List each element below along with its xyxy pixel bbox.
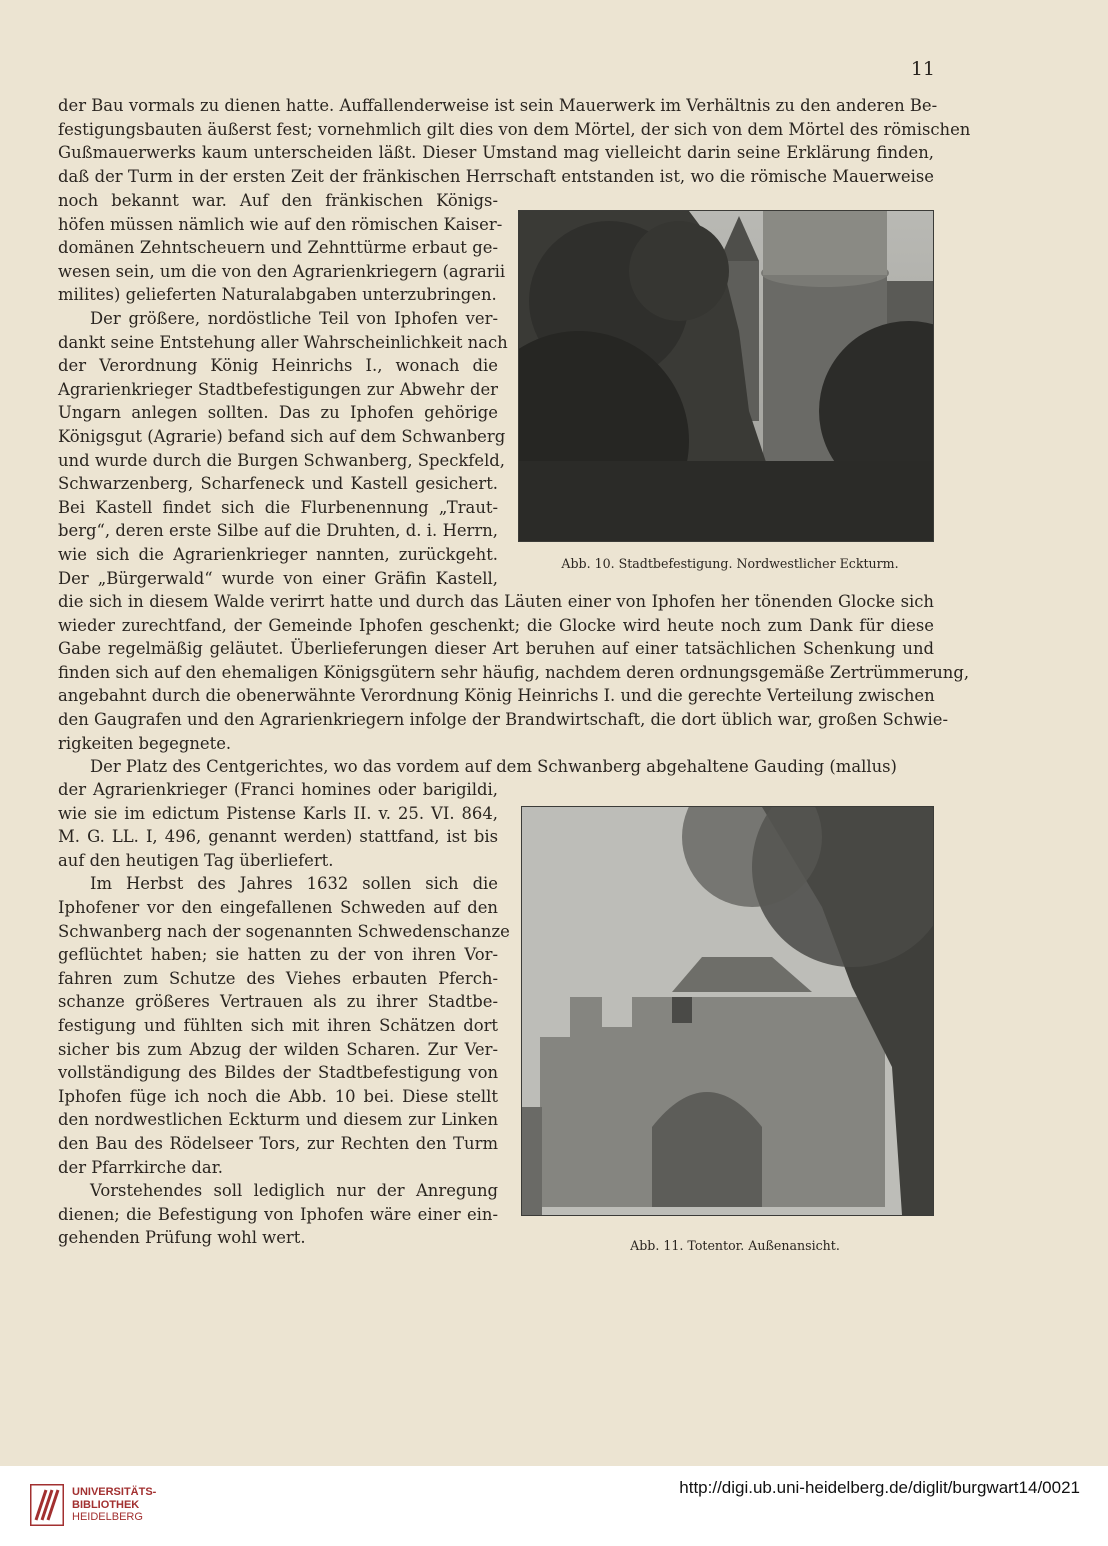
text-line: Iphofener vor den eingefallenen Schweden auf den xyxy=(58,897,498,917)
logo-line-3: HEIDELBERG xyxy=(72,1511,143,1523)
text-line: Gabe regelmäßig geläutet. Überlieferungen dieser Art beruhen auf einer tatsächlichen Schenkung und xyxy=(58,639,934,659)
figure-10-caption: Abb. 10. Stadtbefestigung. Nordwestlicher Eckturm. xyxy=(561,556,899,571)
figure-11-photo xyxy=(521,806,934,1216)
text-line: M. G. LL. I, 496, genannt werden) stattfand, ist bis xyxy=(58,827,498,847)
text-line: wieder zurechtfand, der Gemeinde Iphofen geschenkt; die Glocke wird heute noch zum Dank für diese xyxy=(58,615,934,635)
text-line: Der größere, nordöstliche Teil von Iphofen ver- xyxy=(90,308,498,328)
gate-photo-illustration xyxy=(522,807,933,1215)
text-line: milites) gelieferten Naturalabgaben unterzubringen. xyxy=(58,285,497,305)
text-line: Gußmauerwerks kaum unterscheiden läßt. Dieser Umstand mag vielleicht darin seine Erklärung finden, xyxy=(58,143,934,163)
text-line: auf den heutigen Tag überliefert. xyxy=(58,850,334,870)
text-line: Bei Kastell findet sich die Flurbenennung „Traut- xyxy=(58,497,498,517)
library-logo[interactable] xyxy=(20,1480,180,1530)
text-line: dankt seine Entstehung aller Wahrscheinlichkeit nach xyxy=(58,332,508,352)
text-line: domänen Zehntscheuern und Zehnttürme erbaut ge- xyxy=(58,238,498,258)
text-line: geflüchtet haben; sie hatten zu der von ihren Vor- xyxy=(58,945,498,965)
text-line: rigkeiten begegnete. xyxy=(58,733,232,753)
text-line: die sich in diesem Walde verirrt hatte und durch das Läuten einer von Iphofen her tönenden Glocke sich xyxy=(58,592,934,611)
text-line: Vorstehendes soll lediglich nur der Anregung xyxy=(90,1181,498,1201)
text-line: Schwarzenberg, Scharfeneck und Kastell gesichert. xyxy=(58,474,498,494)
text-line: Der „Bürgerwald“ wurde von einer Gräfin Kastell, xyxy=(58,568,498,588)
text-line: wesen sein, um die von den Agrarienkriegern (agrarii xyxy=(58,261,506,281)
text-line: wie sich die Agrarienkrieger nannten, zurückgeht. xyxy=(58,544,498,564)
logo-line-2: BIBLIOTHEK xyxy=(72,1498,140,1511)
text-line: sicher bis zum Abzug der wilden Scharen. Zur Ver- xyxy=(58,1039,498,1059)
text-line: gehenden Prüfung wohl wert. xyxy=(58,1228,306,1248)
text-line: der Agrarienkrieger (Franci homines oder barigildi, xyxy=(58,780,498,799)
text-line: dienen; die Befestigung von Iphofen wäre einer ein- xyxy=(58,1204,498,1224)
text-line: Schwanberg nach der sogenannten Schwedenschanze xyxy=(58,921,510,941)
text-line: Der Platz des Centgerichtes, wo das vordem auf dem Schwanberg abgehaltene Gauding (mallus) xyxy=(90,757,897,777)
text-line: noch bekannt war. Auf den fränkischen Königs- xyxy=(58,191,498,210)
text-line: den Gaugrafen und den Agrarienkriegern infolge der Brandwirtschaft, die dort üblich war, großen Schwie- xyxy=(58,709,949,729)
text-line: Ungarn anlegen sollten. Das zu Iphofen gehörige xyxy=(58,403,498,423)
text-line: den nordwestlichen Eckturm und diesem zur Linken xyxy=(58,1110,498,1130)
body-text-top xyxy=(58,94,971,188)
figure-10-photo xyxy=(518,210,934,542)
text-line: Königsgut (Agrarie) befand sich auf dem Schwanberg xyxy=(58,426,506,446)
text-line: Agrarienkrieger Stadtbefestigungen zur Abwehr der xyxy=(58,379,498,399)
logo-line-1: UNIVERSITÄTS- xyxy=(72,1486,157,1498)
text-line: fahren zum Schutze des Viehes erbauten Pferch- xyxy=(58,968,498,988)
text-line: den Bau des Rödelseer Tors, zur Rechten den Turm xyxy=(58,1133,498,1153)
text-line: der Bau vormals zu dienen hatte. Auffallenderweise ist sein Mauerwerk im Verhältnis zu den anderen Be- xyxy=(58,96,938,115)
text-line: angebahnt durch die obenerwähnte Verordnung König Heinrichs I. und die gerechte Verteilung zwischen xyxy=(58,686,935,706)
text-line: finden sich auf den ehemaligen Königsgütern sehr häufig, nachdem deren ordnungsgemäße Zertrümmerung, xyxy=(58,662,970,682)
text-line: berg“, deren erste Silbe auf die Druhten, d. i. Herrn, xyxy=(58,521,498,541)
text-line: Im Herbst des Jahres 1632 sollen sich die xyxy=(90,874,498,894)
text-line: der Verordnung König Heinrichs I., wonach die xyxy=(58,356,498,376)
text-line: vollständigung des Bildes der Stadtbefestigung von xyxy=(58,1063,498,1083)
text-line: festigungsbauten äußerst fest; vornehmlich gilt dies von dem Mörtel, der sich von dem Mörtel des römischen xyxy=(58,119,971,139)
text-line: und wurde durch die Burgen Schwanberg, Speckfeld, xyxy=(58,450,506,470)
body-text-middle xyxy=(58,590,970,779)
source-url[interactable]: http://digi.ub.uni-heidelberg.de/diglit/burgwart14/0021 xyxy=(679,1478,1080,1497)
text-line: der Pfarrkirche dar. xyxy=(58,1157,223,1177)
text-line: daß der Turm in der ersten Zeit der fränkischen Herrschaft entstanden ist, wo die römische Mauerweise xyxy=(58,166,934,186)
library-logo-text xyxy=(72,1486,156,1524)
library-logo-icon xyxy=(30,1484,64,1526)
body-text-left-column-2 xyxy=(58,778,510,1250)
figure-11-caption: Abb. 11. Totentor. Außenansicht. xyxy=(630,1238,840,1253)
text-line: Iphofen füge ich noch die Abb. 10 bei. Diese stellt xyxy=(58,1086,498,1106)
body-text-left-column-1 xyxy=(58,189,508,590)
text-line: festigung und fühlten sich mit ihren Schätzen dort xyxy=(58,1015,498,1035)
text-line: wie sie im edictum Pistense Karls II. v. 25. VI. 864, xyxy=(58,803,498,823)
page-number: 11 xyxy=(910,58,935,80)
tower-photo-illustration xyxy=(519,211,933,541)
text-line: schanze größeres Vertrauen als zu ihrer Stadtbe- xyxy=(58,992,498,1012)
text-line: höfen müssen nämlich wie auf den römischen Kaiser- xyxy=(58,214,503,234)
